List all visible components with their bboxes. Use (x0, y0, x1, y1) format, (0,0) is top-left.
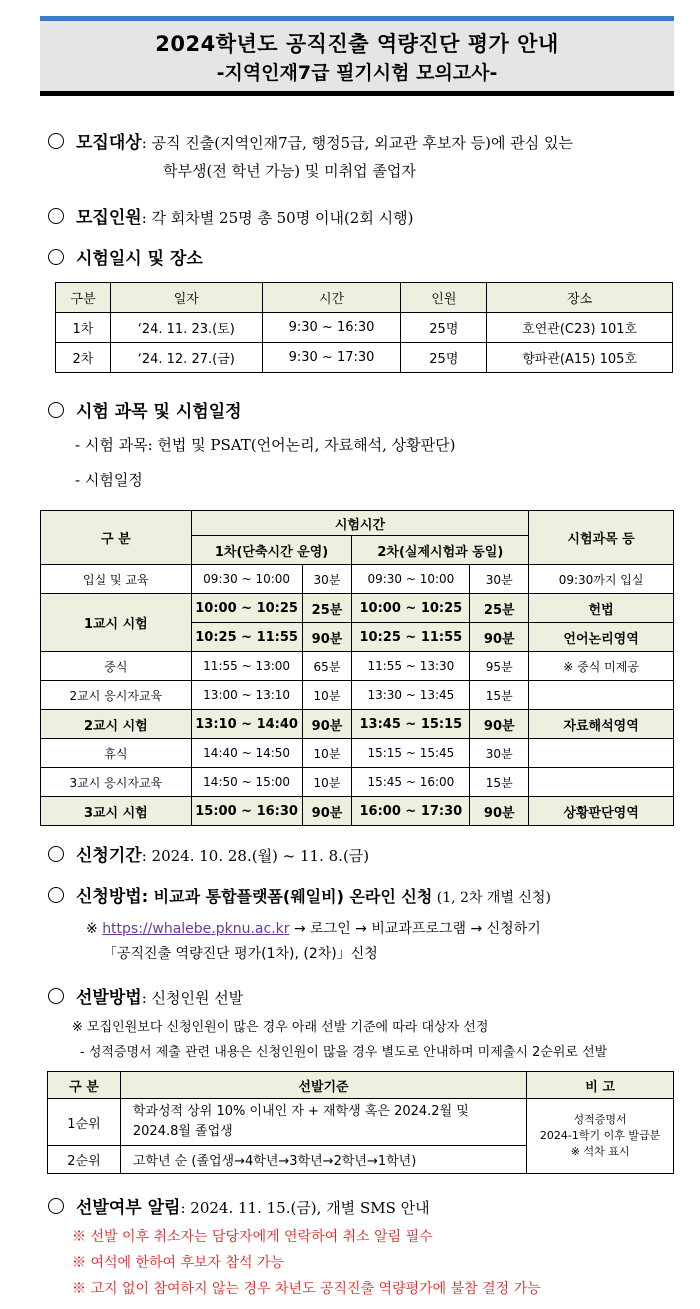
table-cell (120, 1099, 526, 1146)
table-row (41, 797, 674, 826)
table-header-row (41, 511, 674, 536)
note-mark: ※ (86, 921, 103, 937)
table-cell: 고학년 순 (졸업생→4학년→3학년→2학년→1학년) (120, 1146, 526, 1174)
section-apply-period (48, 841, 369, 866)
table-row (41, 710, 674, 739)
table-cell: 입실 및 교육 (41, 565, 192, 594)
header-cell: 2차(실제시험과 동일) (352, 536, 529, 565)
table-cell: 09:30까지 입실 (529, 565, 674, 594)
table-row (41, 594, 674, 623)
table-cell: 13:00 ~ 13:10 (191, 681, 302, 710)
apply-steps: → 로그인 → 비교과프로그램 → 신청하기 (289, 921, 541, 937)
table-cell: 10분 (302, 768, 352, 797)
subjects-line: - 시험 과목: 헌법 및 PSAT(언어논리, 자료해석, 상황판단) (75, 436, 456, 454)
table-cell: 15:45 ~ 16:00 (352, 768, 470, 797)
header-cell: 구 분 (48, 1072, 121, 1099)
header-cell: 시간 (262, 283, 401, 313)
table-cell: 10분 (302, 739, 352, 768)
section-label: 선발방법 (76, 988, 142, 1008)
table-cell: 9:30 ~ 16:30 (262, 313, 401, 343)
header-cell: 인원 (401, 283, 487, 313)
table-cell: 90분 (470, 797, 529, 826)
notice-red-1: ※ 선발 이후 취소자는 담당자에게 연락하여 취소 알림 필수 (72, 1229, 433, 1245)
remark-line2: 2024-1학기 이후 발급분 (539, 1129, 661, 1142)
circle-bullet-icon (48, 846, 64, 862)
table-cell: 09:30 ~ 10:00 (352, 565, 470, 594)
section-text-bold: : 비교과 통합플랫폼(웨일비) 온라인 신청 (141, 887, 433, 906)
table-cell: 25명 (401, 343, 487, 373)
title-banner (40, 16, 674, 96)
table-cell: 30분 (470, 565, 529, 594)
table-cell: 휴식 (41, 739, 192, 768)
table-cell: 14:40 ~ 14:50 (191, 739, 302, 768)
circle-bullet-icon (48, 208, 64, 224)
table-cell (529, 739, 674, 768)
circle-bullet-icon (48, 988, 64, 1004)
header-cell: 구 분 (41, 511, 192, 565)
table-cell: 2순위 (48, 1146, 121, 1174)
table-row (41, 652, 674, 681)
table-cell: 2교시 시험 (41, 710, 192, 739)
table-cell: 10:25 ~ 11:55 (352, 623, 470, 652)
table-cell: 30분 (470, 739, 529, 768)
header-cell: 1차(단축시간 운영) (191, 536, 352, 565)
table-cell: 1교시 시험 (41, 594, 192, 652)
table-cell: ※ 중식 미제공 (529, 652, 674, 681)
header-cell: 구분 (56, 283, 111, 313)
table-cell: 90분 (302, 797, 352, 826)
section-subjects (48, 397, 242, 422)
table-cell: 14:50 ~ 15:00 (191, 768, 302, 797)
table-cell: 90분 (302, 623, 352, 652)
section-text: (1, 2차 개별 신청) (432, 890, 551, 906)
table-row (56, 313, 673, 343)
header-cell: 일자 (110, 283, 262, 313)
rank1-criteria-line2: 2024.8월 졸업생 (132, 1124, 233, 1139)
section-selection (48, 983, 243, 1008)
section-label: 선발여부 알림 (76, 1198, 181, 1218)
section-label: 모집대상 (76, 133, 142, 153)
selection-note-1: ※ 모집인원보다 신청인원이 많은 경우 아래 선발 기준에 따라 대상자 선정 (72, 1020, 489, 1035)
section-recruit-count (48, 203, 413, 228)
table-cell: 상황판단영역 (529, 797, 674, 826)
page-title: 2024학년도 공직진출 역량진단 평가 안내 (155, 32, 559, 56)
table-cell: 10:00 ~ 10:25 (352, 594, 470, 623)
table-cell: 15:00 ~ 16:30 (191, 797, 302, 826)
page-subtitle: -지역인재7급 필기시험 모의고사- (216, 62, 498, 84)
table-cell: 3교시 응시자교육 (41, 768, 192, 797)
section-label: 시험 과목 및 시험일정 (76, 402, 242, 422)
table-cell: 15:15 ~ 15:45 (352, 739, 470, 768)
table-cell: 65분 (302, 652, 352, 681)
remark-line1: 성적증명서 (573, 1113, 627, 1126)
table-cell: 10분 (302, 681, 352, 710)
notice-red-3: ※ 고지 없이 참여하지 않는 경우 차년도 공직진출 역량평가에 불참 결정 가능 (72, 1281, 541, 1297)
table-row (41, 768, 674, 797)
table-cell: 25분 (470, 594, 529, 623)
section-label: 모집인원 (76, 208, 142, 228)
circle-bullet-icon (48, 249, 64, 265)
table-cell: 2교시 응시자교육 (41, 681, 192, 710)
table-header-row (56, 283, 673, 313)
table-cell: 13:45 ~ 15:15 (352, 710, 470, 739)
section-text: : 2024. 11. 15.(금), 개별 SMS 안내 (180, 1199, 430, 1217)
header-cell: 선발기준 (120, 1072, 526, 1099)
remark-cell (527, 1099, 674, 1174)
table-header-row (48, 1072, 674, 1099)
table-cell: 9:30 ~ 17:30 (262, 343, 401, 373)
recruit-target-line2: 학부생(전 학년 가능) 및 미취업 졸업자 (163, 162, 416, 180)
timetable (40, 510, 674, 826)
table-cell: 09:30 ~ 10:00 (191, 565, 302, 594)
table-cell: 16:00 ~ 17:30 (352, 797, 470, 826)
table-cell: ‘24. 11. 23.(토) (110, 313, 262, 343)
table-cell: 1차 (56, 313, 111, 343)
table-cell: 10:25 ~ 11:55 (191, 623, 302, 652)
apply-link-line (86, 918, 541, 938)
table-cell: 15분 (470, 681, 529, 710)
table-cell (529, 681, 674, 710)
table-cell: ‘24. 12. 27.(금) (110, 343, 262, 373)
remark-line3: ※ 석차 표시 (570, 1145, 630, 1158)
table-row (41, 681, 674, 710)
table-cell: 95분 (470, 652, 529, 681)
whalebe-link[interactable]: https://whalebe.pknu.ac.kr (102, 921, 290, 937)
table-cell: 11:55 ~ 13:30 (352, 652, 470, 681)
notice-red-2: ※ 여석에 한하여 후보자 참석 가능 (72, 1255, 285, 1271)
table-row (56, 343, 673, 373)
table-cell: 90분 (302, 710, 352, 739)
circle-bullet-icon (48, 887, 64, 903)
section-label: 시험일시 및 장소 (76, 249, 203, 269)
table-cell: 언어논리영역 (529, 623, 674, 652)
section-exam-schedule (48, 244, 203, 269)
table-cell: 25명 (401, 313, 487, 343)
selection-criteria-table (47, 1071, 674, 1174)
table-cell: 13:30 ~ 13:45 (352, 681, 470, 710)
table-cell: 헌법 (529, 594, 674, 623)
table-cell: 3교시 시험 (41, 797, 192, 826)
rank1-criteria-line1: 학과성적 상위 10% 이내인 자 + 재학생 혹은 2024.2월 및 (132, 1104, 469, 1119)
table-cell: 15분 (470, 768, 529, 797)
table-cell: 1순위 (48, 1099, 121, 1146)
table-cell: 11:55 ~ 13:00 (191, 652, 302, 681)
section-label: 신청방법 (76, 887, 142, 907)
schedule-line: - 시험일정 (75, 471, 143, 489)
section-label: 신청기간 (76, 846, 142, 866)
section-text: : 공직 진출(지역인재7급, 행정5급, 외교관 후보자 등)에 관심 있는 (141, 134, 573, 152)
header-cell: 시험시간 (191, 511, 529, 536)
section-text: : 2024. 10. 28.(월) ~ 11. 8.(금) (141, 847, 370, 865)
section-apply-method (48, 882, 551, 907)
header-cell: 비 고 (527, 1072, 674, 1099)
table-cell: 30분 (302, 565, 352, 594)
table-cell: 2차 (56, 343, 111, 373)
section-recruit-target (48, 128, 573, 153)
section-notice (48, 1193, 430, 1218)
header-cell: 장소 (487, 283, 673, 313)
table-row (41, 739, 674, 768)
table-cell: 90분 (470, 623, 529, 652)
exam-schedule-table (55, 282, 673, 373)
circle-bullet-icon (48, 1198, 64, 1214)
table-row (48, 1099, 674, 1146)
table-cell (529, 768, 674, 797)
table-cell: 자료해석영역 (529, 710, 674, 739)
selection-note-2: - 성적증명서 제출 관련 내용은 신청인원이 많을 경우 별도로 안내하며 미제출시 2순위로 선발 (80, 1045, 608, 1060)
table-cell: 90분 (470, 710, 529, 739)
table-cell: 중식 (41, 652, 192, 681)
circle-bullet-icon (48, 133, 64, 149)
section-text: : 신청인원 선발 (141, 989, 244, 1007)
table-cell: 호연관(C23) 101호 (487, 313, 673, 343)
table-row (41, 565, 674, 594)
table-cell: 13:10 ~ 14:40 (191, 710, 302, 739)
table-cell: 25분 (302, 594, 352, 623)
circle-bullet-icon (48, 402, 64, 418)
apply-program-line: 「공직진출 역량진단 평가(1차), (2차)」신청 (103, 946, 378, 962)
section-text: : 각 회차별 25명 총 50명 이내(2회 시행) (141, 209, 414, 227)
table-cell: 10:00 ~ 10:25 (191, 594, 302, 623)
table-cell: 향파관(A15) 105호 (487, 343, 673, 373)
header-cell: 시험과목 등 (529, 511, 674, 565)
